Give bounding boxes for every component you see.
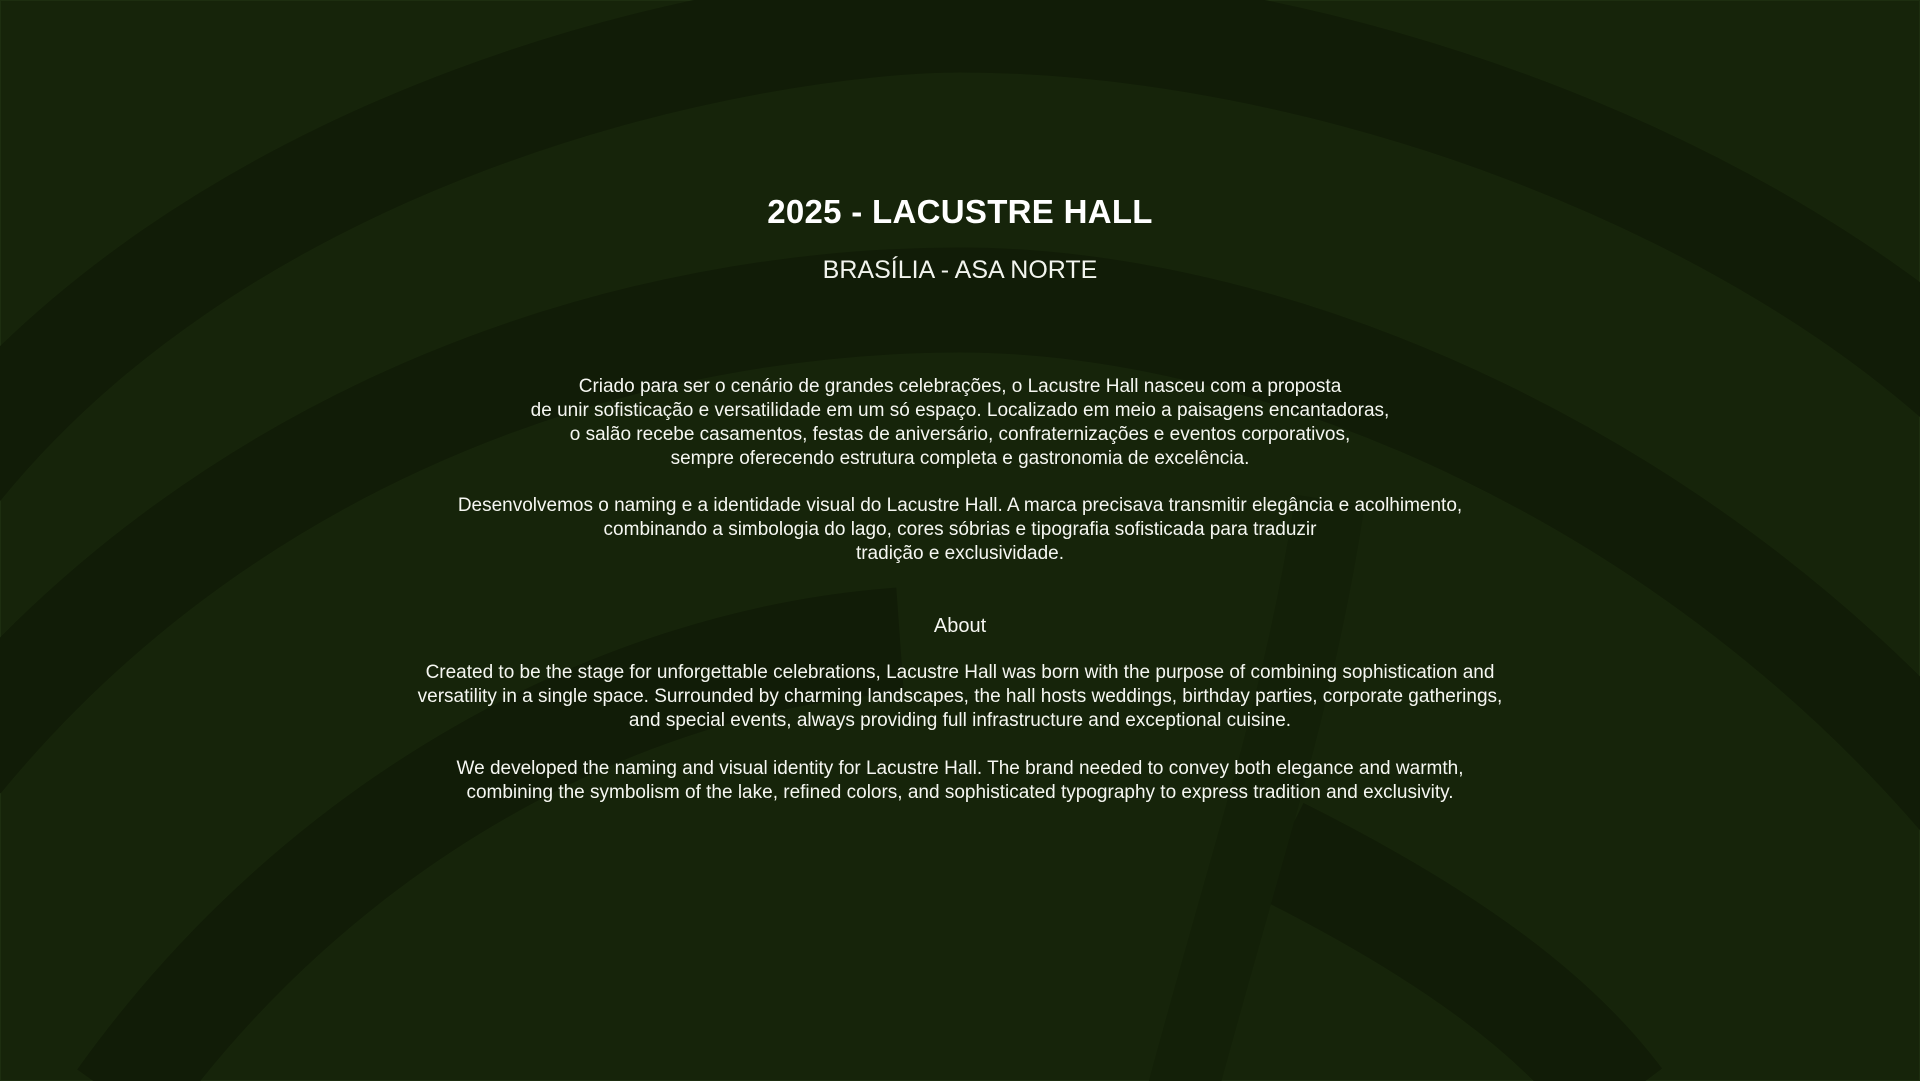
text-line: We developed the naming and visual identity for Lacustre Hall. The brand needed to convey both elegance and warmth, bbox=[456, 758, 1464, 779]
text-line: and special events, always providing full infrastructure and exceptional cuisine. bbox=[628, 710, 1292, 731]
about-heading: About bbox=[933, 615, 987, 637]
text-line: sempre oferecendo estrutura completa e gastronomia de excelência. bbox=[670, 448, 1250, 469]
description-pt-paragraph-1 bbox=[0, 375, 1920, 471]
about-paragraph-1 bbox=[0, 661, 1920, 733]
text-line: Created to be the stage for unforgettable celebrations, Lacustre Hall was born with the purpose of combining sophistication and bbox=[425, 662, 1495, 683]
about-paragraph-2 bbox=[0, 757, 1920, 805]
project-location: BRASÍLIA - ASA NORTE bbox=[822, 256, 1098, 284]
text-line: Desenvolvemos o naming e a identidade visual do Lacustre Hall. A marca precisava transmitir elegância e acolhimento, bbox=[457, 495, 1463, 516]
text-line: versatility in a single space. Surrounded by charming landscapes, the hall hosts weddings, birthday parties, corporate gatherings, bbox=[417, 686, 1503, 707]
background-arc-inner-right bbox=[1280, 850, 1620, 1081]
text-line: tradição e exclusividade. bbox=[855, 543, 1065, 564]
project-title: 2025 - LACUSTRE HALL bbox=[767, 193, 1153, 230]
text-line: Criado para ser o cenário de grandes celebrações, o Lacustre Hall nasceu com a proposta bbox=[578, 376, 1342, 397]
text-line: o salão recebe casamentos, festas de aniversário, confraternizações e eventos corporativos, bbox=[569, 424, 1351, 445]
text-line: combining the symbolism of the lake, refined colors, and sophisticated typography to express tradition and exclusivity. bbox=[466, 782, 1454, 803]
text-line: de unir sofisticação e versatilidade em um só espaço. Localizado em meio a paisagens encantadoras, bbox=[530, 400, 1390, 421]
text-line: combinando a simbologia do lago, cores sóbrias e tipografia sofisticada para traduzir bbox=[603, 519, 1317, 540]
description-pt-paragraph-2 bbox=[0, 494, 1920, 566]
